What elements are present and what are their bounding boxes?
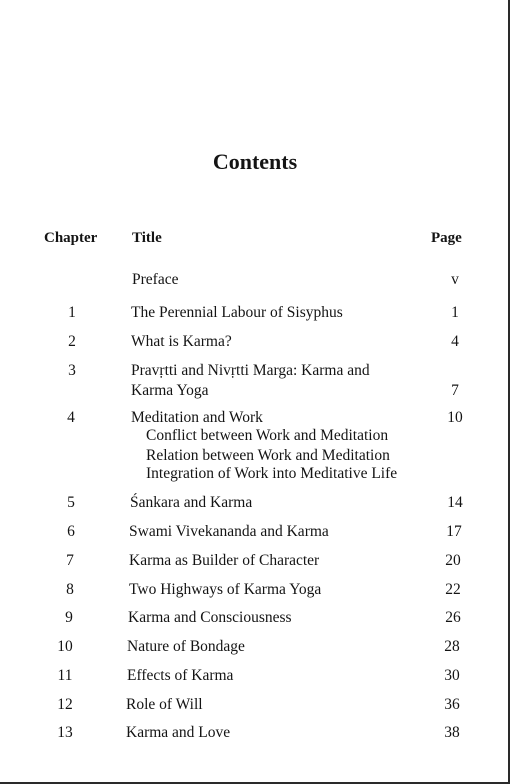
chapter-number: 13 <box>57 724 73 741</box>
chapter-title: Pravṛtti and Nivṛtti Marga: Karma and <box>131 362 370 379</box>
page-number: 30 <box>444 667 460 684</box>
column-header-chapter: Chapter <box>44 230 98 246</box>
chapter-title: Śankara and Karma <box>130 494 253 511</box>
column-header-title: Title <box>132 230 162 246</box>
page-number: 28 <box>444 638 460 655</box>
chapter-title: Karma and Love <box>126 724 231 741</box>
page-number: 14 <box>447 494 463 511</box>
chapter-number: 9 <box>65 609 73 626</box>
page-number: 22 <box>445 581 461 598</box>
page-number: v <box>451 271 459 288</box>
page-number: 4 <box>451 333 459 350</box>
chapter-number: 8 <box>66 581 74 598</box>
page-number: 17 <box>446 523 462 540</box>
page-number: 7 <box>451 382 459 399</box>
page-number: 38 <box>444 724 460 741</box>
chapter-number: 7 <box>66 552 74 569</box>
chapter-number: 10 <box>57 638 73 655</box>
column-header-page: Page <box>431 230 462 246</box>
chapter-number: 1 <box>68 304 76 321</box>
chapter-title: Swami Vivekananda and Karma <box>129 523 329 540</box>
page-number: 10 <box>447 409 463 426</box>
chapter-number: 5 <box>67 494 75 511</box>
chapter-number: 11 <box>57 667 73 684</box>
subsection-title: Conflict between Work and Meditation <box>146 427 389 444</box>
chapter-title: What is Karma? <box>131 333 232 350</box>
chapter-number: 12 <box>57 696 73 713</box>
chapter-title-line2: Karma Yoga <box>131 382 209 399</box>
chapter-title: The Perennial Labour of Sisyphus <box>131 304 343 321</box>
subsection-title: Integration of Work into Meditative Life <box>146 465 398 482</box>
chapter-title: Nature of Bondage <box>127 638 245 655</box>
page-number: 36 <box>444 696 460 713</box>
page-title: Contents <box>212 149 298 174</box>
chapter-title: Karma as Builder of Character <box>129 552 320 569</box>
page-number: 1 <box>451 304 459 321</box>
chapter-title: Preface <box>132 271 179 288</box>
page-number: 20 <box>445 552 461 569</box>
chapter-number: 2 <box>68 333 76 350</box>
chapter-number: 3 <box>68 362 76 379</box>
chapter-number: 6 <box>67 523 75 540</box>
chapter-title: Meditation and Work <box>131 409 263 426</box>
page-number: 26 <box>445 609 461 626</box>
chapter-title: Two Highways of Karma Yoga <box>129 581 322 598</box>
chapter-title: Role of Will <box>126 696 203 713</box>
chapter-title: Karma and Consciousness <box>128 609 292 626</box>
chapter-number: 4 <box>67 409 75 426</box>
chapter-title: Effects of Karma <box>127 667 234 684</box>
subsection-title: Relation between Work and Meditation <box>146 447 390 464</box>
